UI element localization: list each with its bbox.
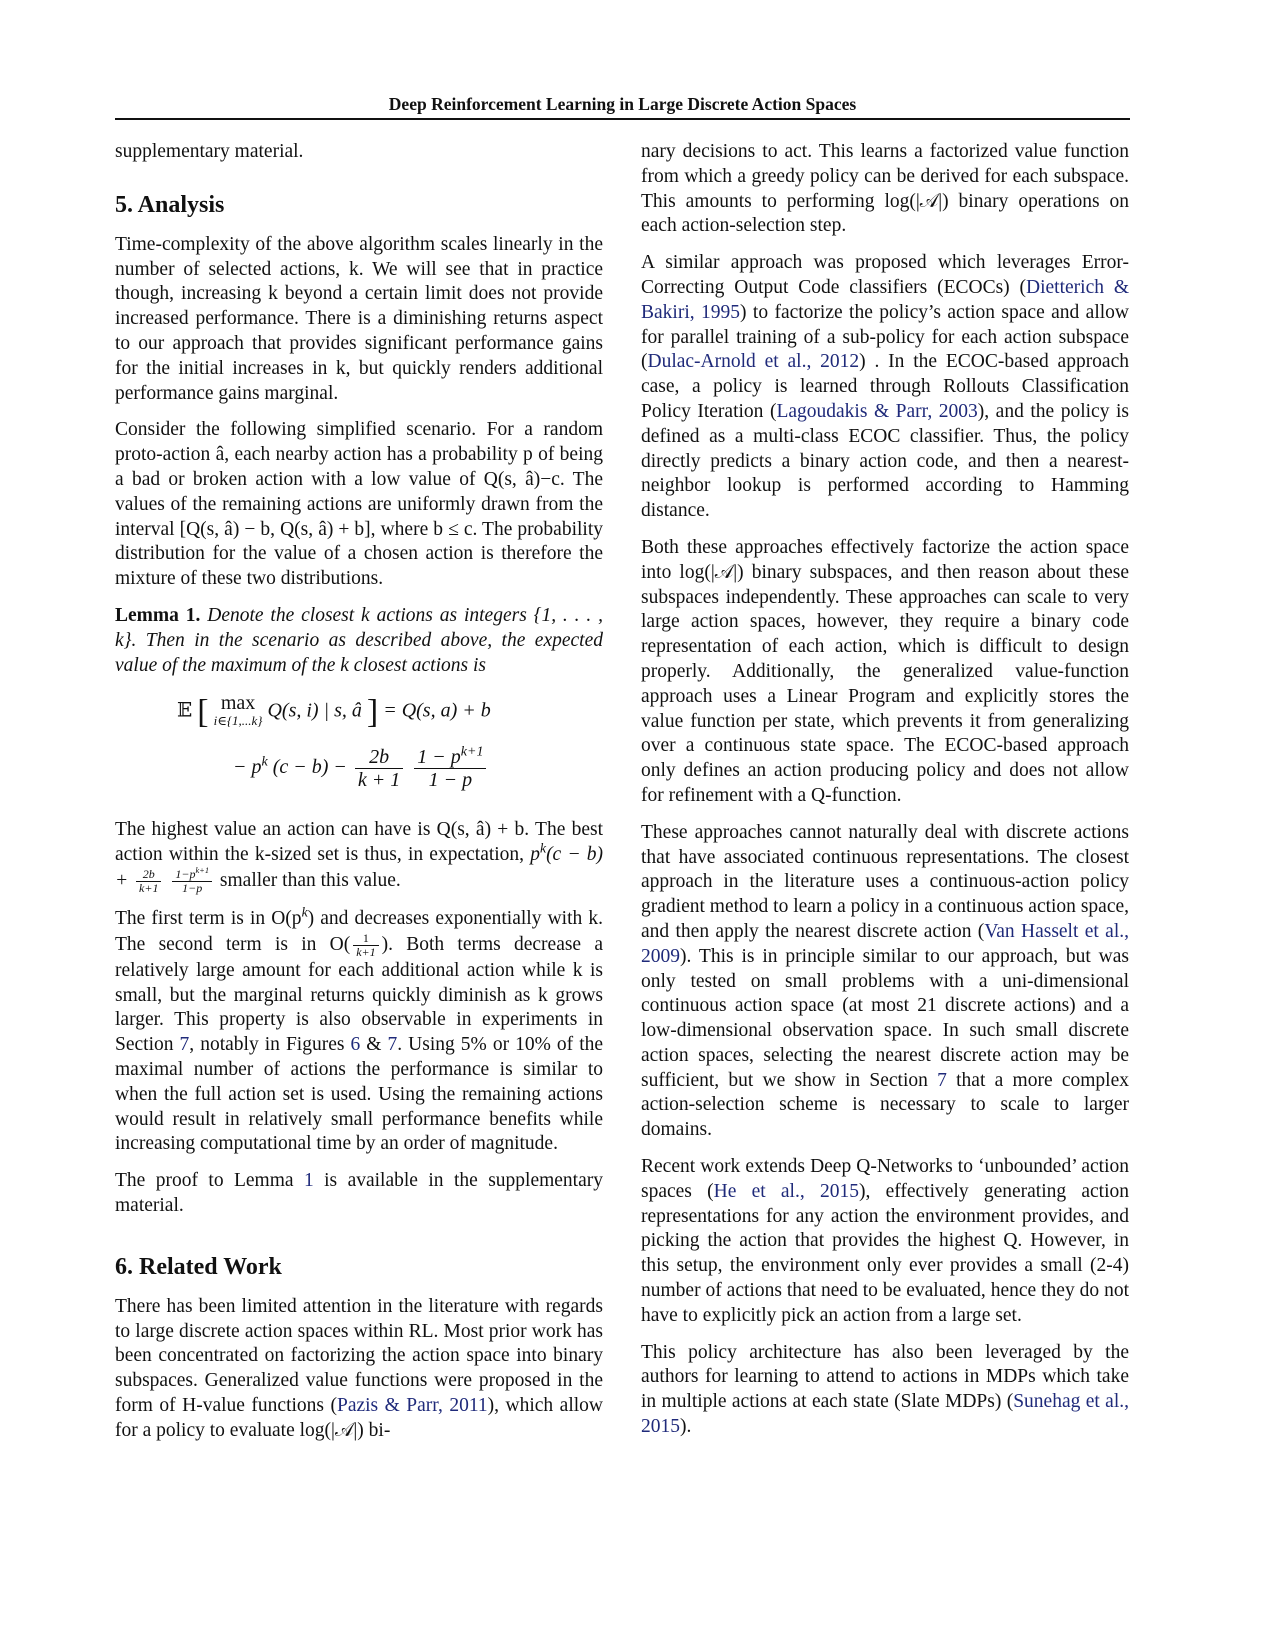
- eq2-term: (c − b) −: [272, 756, 347, 779]
- p4-frac-num: 1: [353, 932, 378, 946]
- p5-text-a: The proof to Lemma: [115, 1170, 294, 1192]
- frac2-num-text: 1 − p: [417, 746, 461, 769]
- eq2-pk: − p: [233, 756, 262, 779]
- lemma-label: Lemma 1.: [115, 604, 201, 626]
- p4-frac-den: k+1: [356, 944, 376, 959]
- p3-text-a: The highest value an action can have is Q(s, â) + b. The best action within the k-sized set is thus, in expectation,: [115, 819, 603, 866]
- left-column: [115, 140, 603, 1455]
- p4-fraction: [353, 932, 378, 959]
- p3-pk-exp: k: [540, 840, 547, 856]
- paragraph-highest-value: [115, 818, 603, 895]
- r4-text-a: These approaches cannot naturally deal with discrete actions that have associated continuous representations. The closest approach in the literature uses a continuous-action policy gradient method to learn a policy in a continuous action space, and then apply the nearest discrete action (: [641, 821, 1129, 942]
- p3-frac2-num: [172, 865, 212, 882]
- p4-text-c: ). Both terms decrease a relatively large amount for each additional action while k is small, but the marginal returns quickly diminish as k grows larger. This property is also observable in experiments in Section: [115, 933, 603, 1056]
- p6-text-b: ), which allow for a policy to evaluate log(|𝒜|) bi-: [115, 1394, 603, 1441]
- r2-text-a: A similar approach was proposed which leverages Error-Correcting Output Code classifiers (ECOCs) (: [641, 252, 1129, 298]
- r5-text-b: ), effectively generating action representations for any action the environment provides, and picking the action that provides the highest Q. However, in this setup, the environment only ever provides a small (2-4) number of actions that need to be evaluated, hence they do not have to explicitly pick an action from a large set.: [641, 1180, 1129, 1326]
- p4-text-e: . Using 5% or 10% of the maximal number of actions the performance is similar to when the full action set is used. Using the remaining actions would result in relatively small performance benefits while increasing computational time by an order of magnitude.: [115, 1034, 604, 1155]
- r2-text-b: ) to factorize the policy’s action space and allow for parallel training of a sub-policy for each action subspace (: [641, 301, 1129, 373]
- frac1-numerator: 2b: [355, 746, 403, 769]
- p3-pk: p: [530, 844, 540, 866]
- left-bracket: [: [197, 693, 209, 731]
- r4-text-c: that a more complex action-selection scheme is necessary to scale to larger domains.: [641, 1069, 1129, 1141]
- p3-frac1-num: 2b: [136, 868, 161, 882]
- lemma-text: Denote the closest k actions as integers {1, . . . , k}. Then in the scenario as described above, the expected value of the maximum of the k closest actions is: [115, 604, 604, 676]
- frac2-num-exp: k+1: [460, 744, 484, 760]
- right-bracket: ]: [366, 693, 379, 731]
- eq2-fraction-2: [414, 746, 486, 791]
- p4-text-a: The first term is in O(p: [115, 907, 302, 929]
- paragraph-right-1: nary decisions to act. This learns a factorized value function from which a greedy policy can be derived for each subspace. This amounts to performing log(|𝒜|) binary operations on each action-selection step.: [641, 141, 1129, 237]
- paragraph-continuation: supplementary material.: [115, 141, 304, 162]
- link-section-7[interactable]: 7: [179, 1034, 190, 1056]
- equation-rhs: = Q(s, a) + b: [383, 699, 491, 722]
- link-figure-6[interactable]: 6: [350, 1034, 361, 1056]
- paragraph-right-4: [641, 821, 1129, 1143]
- paragraph-analysis-1: Time-complexity of the above algorithm scales linearly in the number of selected actions, k. We will see that in practice though, increasing k beyond a certain limit does not provide increased performance. There is a diminishing returns aspect to our approach that provides significant performance gains for the initial increases in k, but quickly renders additional performance gains marginal.: [115, 233, 603, 404]
- max-operator: [214, 694, 263, 730]
- p3-text-d: smaller than this value.: [219, 869, 401, 891]
- lemma: [115, 604, 603, 678]
- paragraph-analysis-2: Consider the following simplified scenario. For a random proto-action â, each nearby action has a probability p of being a bad or broken action with a low value of Q(s, â)−c. The values of the remaining actions are uniformly drawn from the interval [Q(s, â) − b, Q(s, â) + b], where b ≤ c. The probability distribution for the value of a chosen action is therefore the mixture of these two distributions.: [115, 419, 603, 590]
- running-title: Deep Reinforcement Learning in Large Discrete Action Spaces: [388, 94, 857, 114]
- expectation-symbol: 𝔼: [177, 699, 193, 722]
- paragraph-first-term: [115, 904, 604, 1157]
- frac2-numerator: [414, 746, 486, 769]
- p3-frac2-den: 1−p: [182, 880, 203, 895]
- lemma-equation: [115, 690, 603, 800]
- p4-text-b: ) and decreases exponentially with k. The second term is in O(: [115, 907, 603, 955]
- equation-inner: Q(s, i) | s, â: [267, 699, 362, 722]
- paragraph-proof: [115, 1169, 603, 1219]
- paragraph-right-2: [641, 251, 1129, 524]
- eq2-fraction-1: [355, 746, 403, 791]
- paragraph-related-1: [115, 1295, 603, 1444]
- p3-frac2-num-text: 1−p: [175, 866, 196, 881]
- equation-line-2: [233, 746, 489, 791]
- link-lemma-1[interactable]: 1: [303, 1170, 314, 1192]
- citation-dietterich-bakiri[interactable]: Dietterich & Bakiri, 1995: [641, 276, 1129, 323]
- r5-text-a: Recent work extends Deep Q-Networks to ‘unbounded’ action spaces (: [641, 1156, 1129, 1202]
- p3-fraction-2: [172, 865, 212, 895]
- link-figure-7[interactable]: 7: [387, 1034, 398, 1056]
- p3-fraction-1: [136, 868, 161, 895]
- section-heading-related-work: 6. Related Work: [115, 1253, 282, 1280]
- citation-pazis-parr[interactable]: Pazis & Parr, 2011: [336, 1394, 488, 1416]
- citation-he[interactable]: He et al., 2015: [713, 1180, 859, 1202]
- p3-frac1-den: k+1: [139, 880, 159, 895]
- citation-van-hasselt[interactable]: Van Hasselt et al., 2009: [641, 920, 1129, 967]
- citation-dulac-arnold[interactable]: Dulac-Arnold et al., 2012: [647, 351, 860, 373]
- paragraph-right-5: [641, 1155, 1129, 1329]
- max-subscript: i∈{1,...k}: [213, 713, 263, 729]
- frac2-denominator: 1 − p: [428, 769, 473, 792]
- paragraph-right-3: Both these approaches effectively factorize the action space into log(|𝒜|) binary subspaces, and then reason about these subspaces independently. These approaches can scale to very large action spaces, however, they require a binary code representation of each action, which is difficult to design properly. Additionally, the generalized value-function approach uses a Linear Program and explicitly stores the value function per state, which prevents it from generalizing over a continuous state space. The ECOC-based approach only defines an action producing policy and does not allow for refinement with a Q-function.: [641, 536, 1129, 806]
- r6-text-b: ).: [680, 1416, 692, 1438]
- equation-line-1: [177, 694, 491, 730]
- r6-text-a: This policy architecture has also been leveraged by the authors for learning to attend to actions in MDPs which take in multiple actions at each state (Slate MDPs) (: [641, 1341, 1129, 1413]
- link-section-7-right[interactable]: 7: [937, 1069, 947, 1091]
- citation-lagoudakis-parr[interactable]: Lagoudakis & Parr, 2003: [776, 400, 978, 422]
- p6-text-a: There has been limited attention in the literature with regards to large discrete action spaces within RL. Most prior work has been concentrated on factorizing the action space into binary subspaces. Generalized value functions were proposed in the form of H-value functions (: [115, 1295, 603, 1416]
- p3-frac2-num-exp: k+1: [195, 865, 210, 875]
- r2-text-c: ) . In the ECOC-based approach case, a policy is learned through Rollouts Classification Policy Iteration (: [641, 351, 1129, 422]
- max-word: max: [220, 692, 256, 715]
- citation-sunehag[interactable]: Sunehag et al., 2015: [641, 1391, 1129, 1438]
- p4-ampersand: &: [366, 1034, 382, 1056]
- p5-text-b: is available in the supplementary material.: [115, 1170, 603, 1216]
- r2-text-d: ), and the policy is defined as a multi-class ECOC classifier. Thus, the policy directly predicts a binary action code, and then a nearest-neighbor lookup is performed according to Hamming distance.: [641, 400, 1129, 522]
- eq2-pk-exp: k: [261, 754, 268, 770]
- p4-exp: k: [301, 904, 308, 920]
- section-heading-analysis: 5. Analysis: [115, 191, 225, 218]
- header-rule: [115, 118, 1130, 120]
- paragraph-right-6: [641, 1341, 1129, 1440]
- p3-term: (c − b) +: [115, 844, 603, 891]
- r4-text-b: ). This is in principle similar to our approach, but was only tested on small problems with a uni-dimensional continuous action space (at most 21 discrete actions) and a low-dimensional observation space. In such small discrete action spaces, selecting the nearest discrete action may be sufficient, but we show in Section: [641, 945, 1129, 1091]
- frac1-denominator: k + 1: [357, 769, 401, 792]
- right-column: [641, 140, 1129, 1452]
- p4-text-d: , notably in Figures: [189, 1034, 345, 1056]
